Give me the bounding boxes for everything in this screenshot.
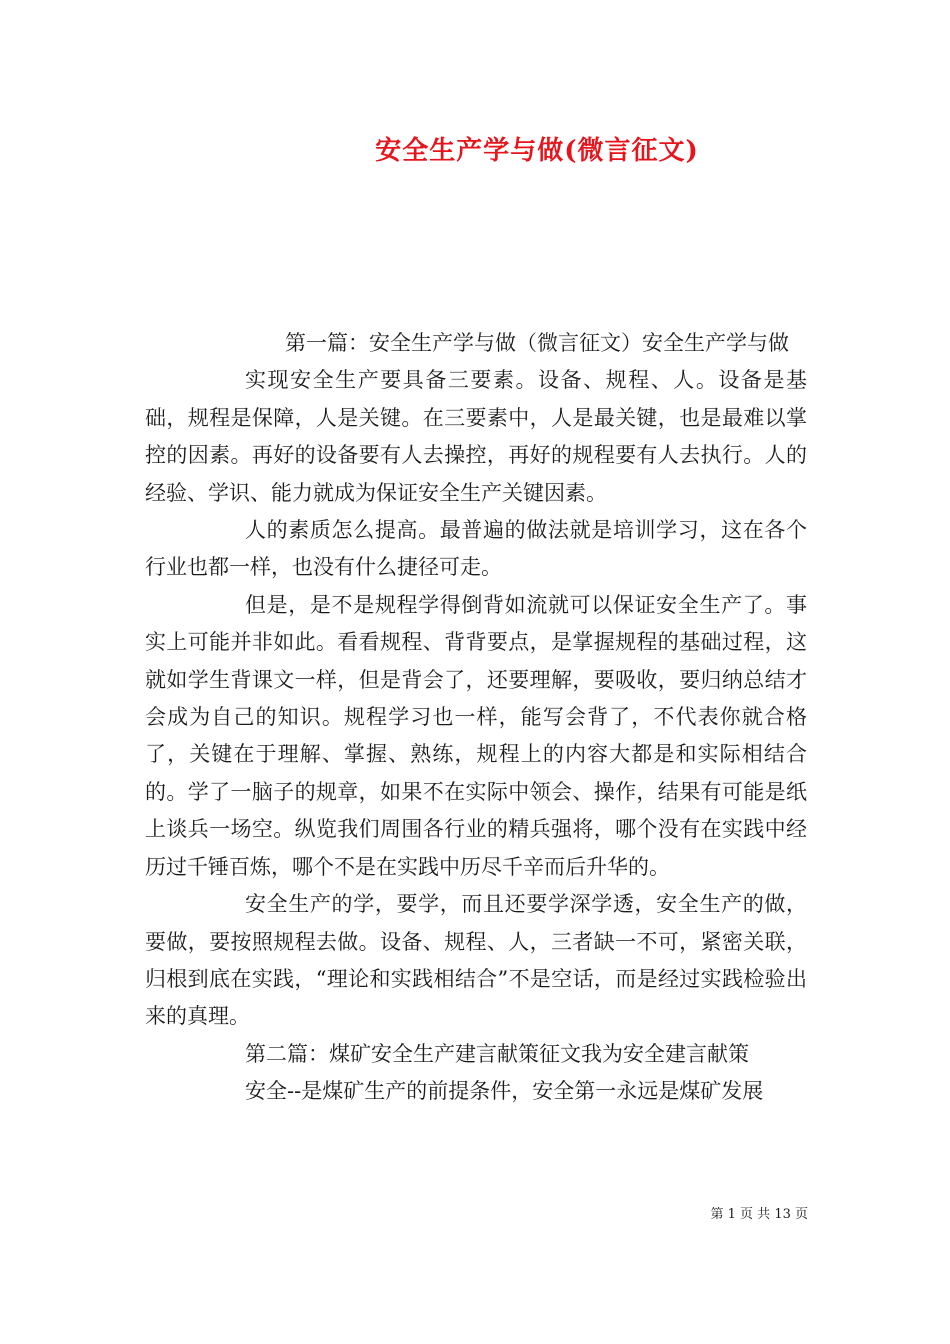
paragraph: 人的素质怎么提高。最普遍的做法就是培训学习，这在各个行业也都一样，也没有什么捷径可走。 [145,518,807,580]
section-heading-1: 第一篇：安全生产学与做（微言征文）安全生产学与做 [285,331,789,355]
paragraph: 实现安全生产要具备三要素。设备、规程、人。设备是基础，规程是保障，人是关键。在三要素中，人是最关键，也是最难以掌控的因素。再好的设备要有人去操控，再好的规程要有人去执行。人的经验、学识、能力就成为保证安全生产关键因素。 [145,368,807,505]
document-title: 安全生产学与做(微言征文) [375,136,699,166]
page-number-footer: 第 1 页 共 13 页 [710,1207,808,1222]
paragraph: 安全--是煤矿生产的前提条件，安全第一永远是煤矿发展 [245,1079,764,1104]
paragraph: 但是，是不是规程学得倒背如流就可以保证安全生产了。事实上可能并非如此。看看规程、背背要点，是掌握规程的基础过程，这就如学生背课文一样，但是背会了，还要理解，要吸收，要归纳总结才会成为自己的知识。规程学习也一样，能写会背了，不代表你就合格了，关键在于理解、掌握、熟练，规程上的内容大都是和实际相结合的。学了一脑子的规章，如果不在实际中领会、操作，结果有可能是纸上谈兵一场空。纵览我们周围各行业的精兵强将，哪个没有在实践中经历过千锤百炼，哪个不是在实践中历尽千辛而后升华的。 [145,592,807,879]
document-body [145,325,807,1111]
paragraph: 安全生产的学，要学，而且还要学深学透，安全生产的做，要做，要按照规程去做。设备、规程、人，三者缺一不可，紧密关联，归根到底在实践，“理论和实践相结合”不是空话，而是经过实践检验出来的真理。 [145,892,807,1029]
section-heading-2: 第二篇：煤矿安全生产建言献策征文我为安全建言献策 [245,1041,749,1066]
